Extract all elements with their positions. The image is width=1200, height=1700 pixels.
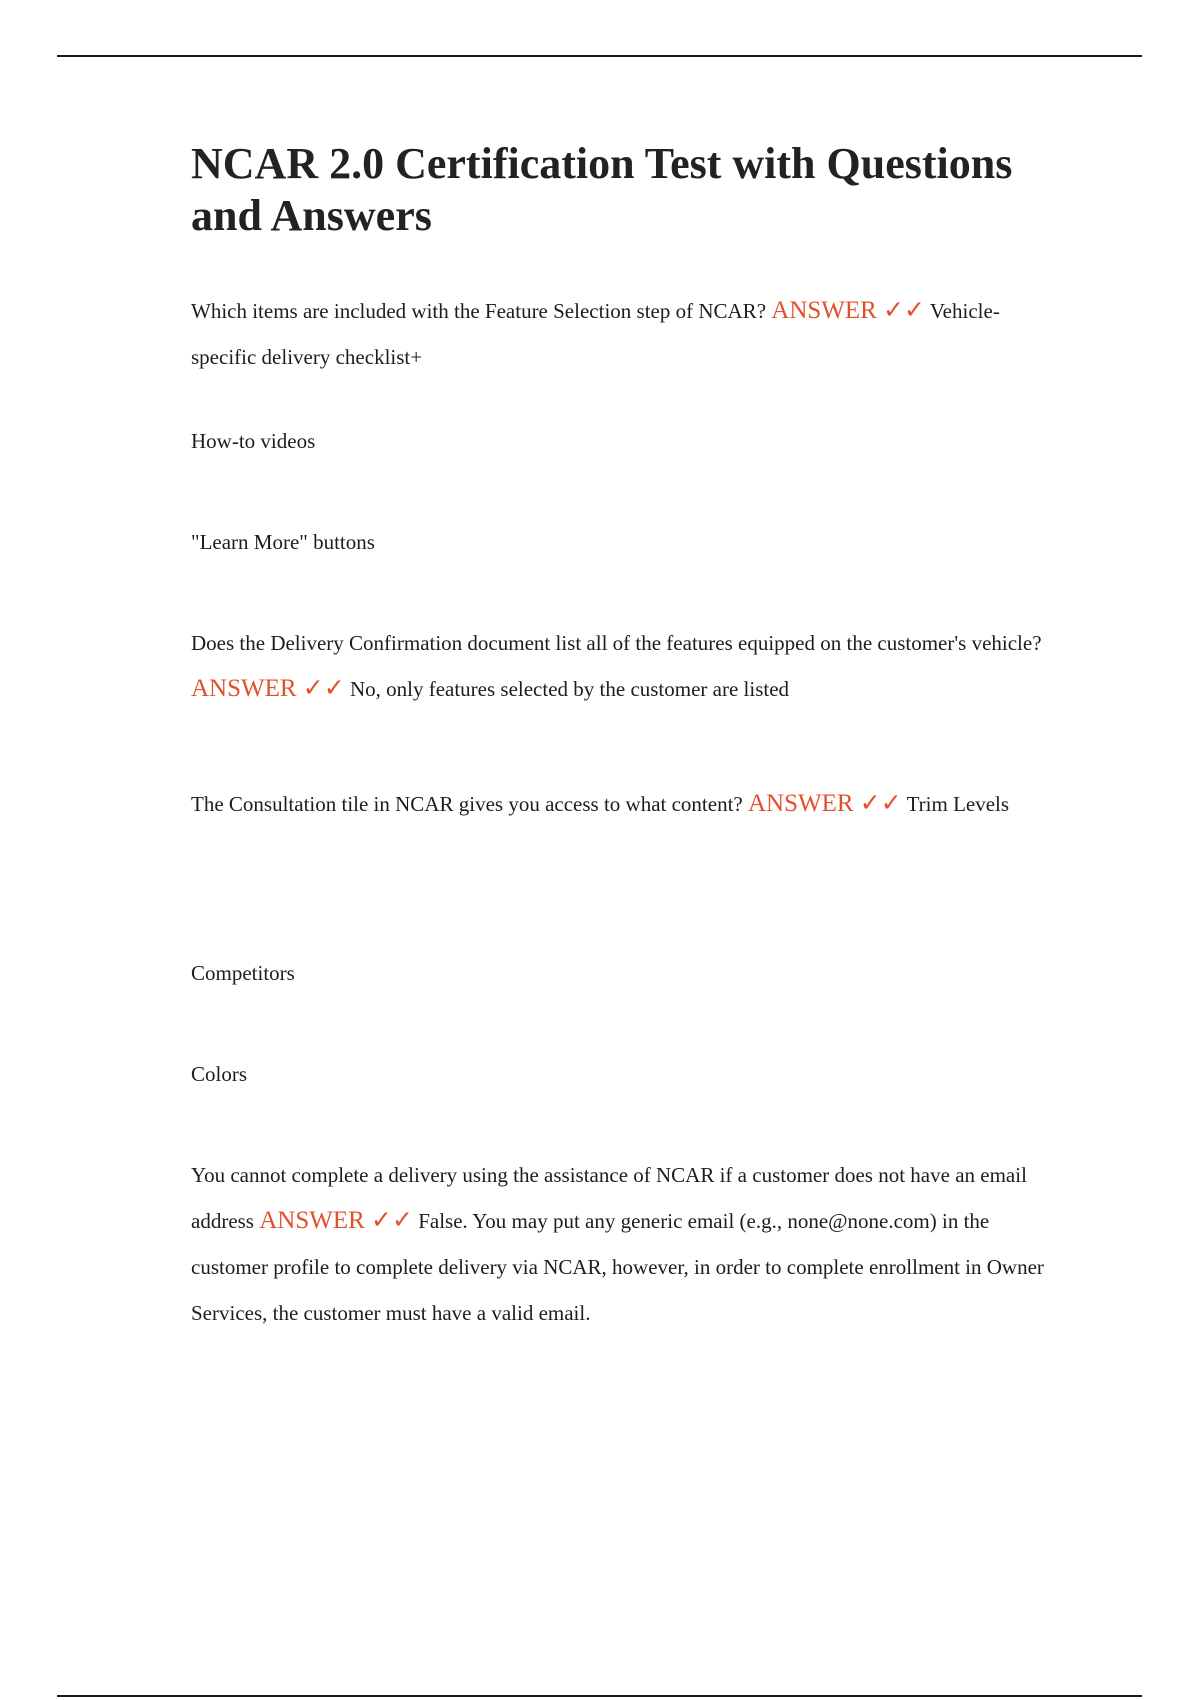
qa-item-3 — [191, 781, 1051, 827]
answer-label: ANSWER ✓✓ — [747, 790, 902, 817]
answer-text: Vehicle-specific delivery checklist+ — [191, 299, 1000, 369]
qa-item-4 — [191, 1152, 1051, 1336]
question-text: Which items are included with the Feature Selection step of NCAR? — [191, 299, 767, 323]
answer-text: No, only features selected by the customer are listed — [349, 677, 790, 701]
document-title: NCAR 2.0 Certification Test with Questions and Answers — [191, 139, 1013, 240]
answer-label: ANSWER ✓✓ — [771, 297, 925, 324]
question-text: You cannot complete a delivery using the assistance of NCAR if a customer does not have an email address — [191, 1163, 1027, 1233]
qa-item-1 — [191, 288, 1051, 380]
qa-item-2 — [191, 620, 1051, 712]
answer-text: False. You may put any generic email (e.g., none@none.com) in the customer profile to complete delivery via NCAR, however, in order to complete enrollment in Owner Services, the customer must have a valid email. — [191, 1209, 1044, 1325]
list-item: Colors — [191, 1062, 248, 1086]
list-item: "Learn More" buttons — [191, 530, 375, 554]
question-text: Does the Delivery Confirmation document list all of the features equipped on the customer's vehicle? — [191, 631, 1042, 655]
answer-text: Trim Levels — [906, 792, 1010, 816]
document-content — [191, 138, 1051, 1325]
question-text: The Consultation tile in NCAR gives you access to what content? — [191, 792, 743, 816]
answer-label: ANSWER ✓✓ — [191, 675, 345, 702]
answer-label: ANSWER ✓✓ — [259, 1207, 413, 1234]
footer-rule — [57, 1695, 1142, 1697]
header-rule — [57, 55, 1142, 57]
list-item: How-to videos — [191, 429, 316, 453]
list-item: Competitors — [191, 961, 295, 985]
